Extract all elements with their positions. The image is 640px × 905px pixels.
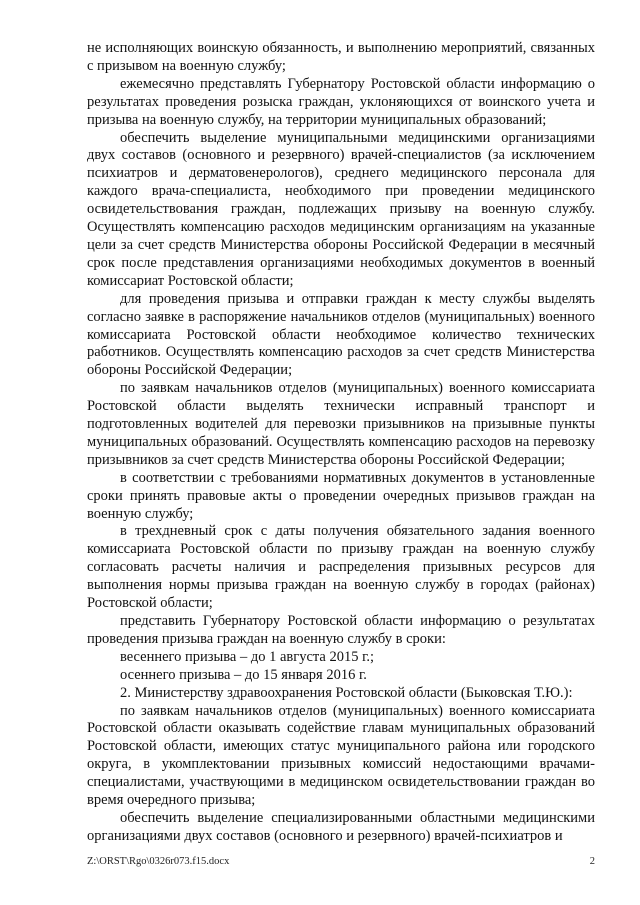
- paragraph: весеннего призыва – до 1 августа 2015 г.;: [120, 648, 375, 665]
- paragraph: обеспечить выделение специализированными областными медицинскими организациями двух составов (основного и резервного) врачей-психиатров и: [87, 809, 595, 844]
- page-number: 2: [589, 856, 595, 867]
- paragraph: представить Губернатору Ростовской области информацию о результатах проведения призыва граждан на военную службу в сроки:: [87, 613, 595, 647]
- section-heading: 2. Министерству здравоохранения Ростовской области (Быковская Т.Ю.):: [120, 684, 573, 701]
- paragraph: по заявкам начальников отделов (муниципальных) военного комиссариата Ростовской области оказывать содействие главам муниципальных образований Ростовской области, имеющих статус муниципального района или городского округа, в укомплектовании призывных комиссий недостающими врачами-специалистами, участвующими в медицинском освидетельствовании граждан во время очередного призыва;: [87, 702, 595, 809]
- paragraph: ежемесячно представлять Губернатору Ростовской области информацию о результатах проведения розыска граждан, уклоняющихся от воинского учета и призыва на военную службу, на территории муниципальных образований;: [87, 75, 595, 128]
- body-text: [87, 40, 595, 846]
- paragraph: обеспечить выделение муниципальными медицинскими организациями двух составов (основного и резервного) врачей-специалистов (за исключением психиатров и дерматовенерологов), среднего медицинского персонала для каждого врача-специалиста, необходимого при проведении медицинского освидетельствования граждан, подлежащих призыву на военную службу. Осуществлять компенсацию расходов медицинским организациям на указанные цели за счет средств Министерства обороны Российской Федерации в месячный срок после представления организациями необходимых документов в военный комиссариат Ростовской области;: [87, 129, 595, 289]
- page-footer: [87, 856, 595, 867]
- paragraph: для проведения призыва и отправки граждан к месту службы выделять согласно заявке в распоряжение начальников отделов (муниципальных) военного комиссариата Ростовской области необходимое количество технических работников. Осуществлять компенсацию расходов за счет средств Министерства обороны Российской Федерации;: [87, 290, 595, 379]
- footer-file-path: Z:\ORST\Rgo\0326r073.f15.docx: [87, 856, 230, 867]
- paragraph: по заявкам начальников отделов (муниципальных) военного комиссариата Ростовской области выделять технически исправный транспорт и подготовленных водителей для перевозки призывников на призывные пункты муниципальных образований. Осуществлять компенсацию расходов на перевозку призывников за счет средств Министерства обороны Российской Федерации;: [87, 380, 595, 468]
- paragraph-continuation: не исполняющих воинскую обязанность, и выполнению мероприятий, связанных с призывом на военную службу;: [87, 40, 595, 74]
- paragraph: осеннего призыва – до 15 января 2016 г.: [120, 666, 367, 683]
- paragraph: в трехдневный срок с даты получения обязательного задания военного комиссариата Ростовской области по призыву граждан на военную службу согласовать расчеты наличия и распределения призывных ресурсов для выполнения нормы призыва граждан на военную службу в городах (районах) Ростовской области;: [87, 523, 595, 612]
- paragraph: в соответствии с требованиями нормативных документов в установленные сроки принять правовые акты о проведении очередных призывов граждан на военную службу;: [87, 469, 595, 522]
